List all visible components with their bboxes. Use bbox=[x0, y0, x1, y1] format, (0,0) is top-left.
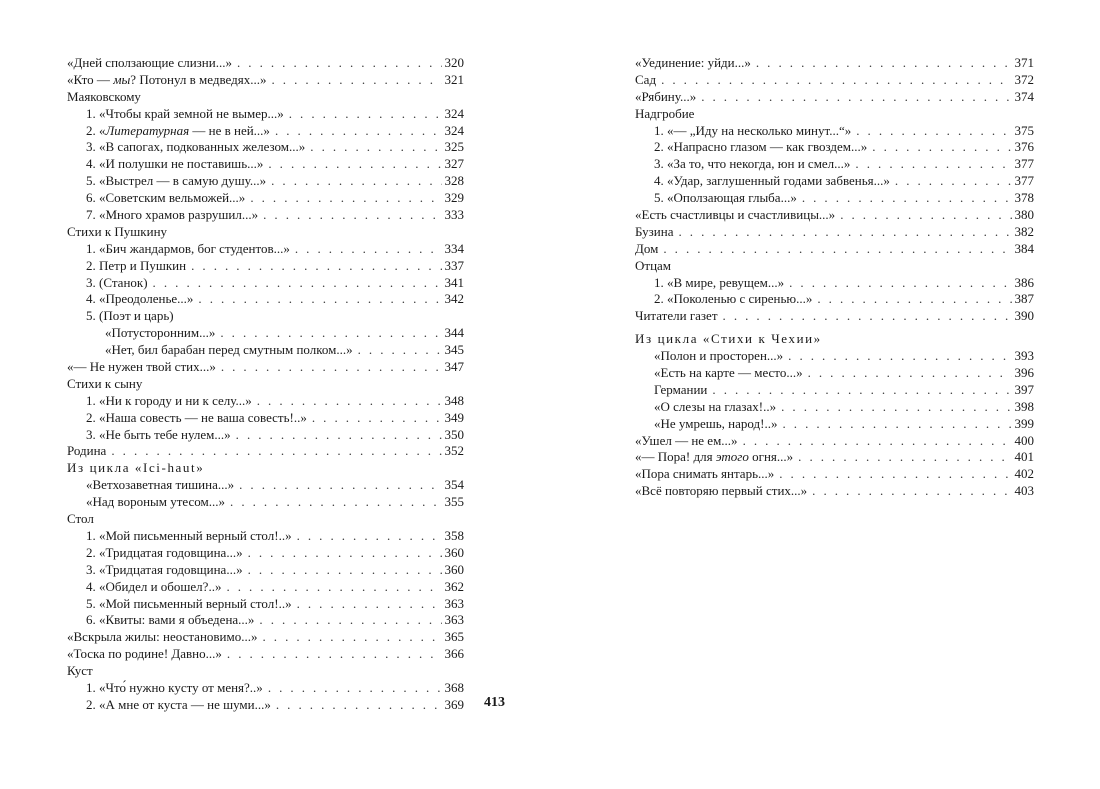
toc-entry-title: «Есть счастливцы и счастливицы...» bbox=[635, 207, 836, 223]
toc-entry-title: 6. «Советским вельможей...» bbox=[86, 190, 246, 206]
dot-leader bbox=[812, 483, 1011, 500]
section-heading: Стол bbox=[67, 511, 94, 527]
toc-entry-page: 325 bbox=[444, 139, 464, 155]
toc-entry-page: 374 bbox=[1014, 88, 1034, 104]
toc-entry bbox=[67, 393, 464, 410]
toc-entry-page: 360 bbox=[444, 561, 464, 577]
dot-leader bbox=[248, 545, 442, 562]
dot-leader bbox=[259, 612, 441, 629]
toc-entry-title: 3. «За то, что некогда, юн и смел...» bbox=[654, 156, 851, 172]
dot-leader bbox=[268, 156, 441, 173]
dot-leader bbox=[743, 433, 1012, 450]
toc-entry bbox=[67, 139, 464, 156]
toc-entry-page: 386 bbox=[1014, 274, 1034, 290]
toc-entry-page: 387 bbox=[1014, 291, 1034, 307]
toc-entry-page: 396 bbox=[1014, 365, 1034, 381]
toc-entry-page: 363 bbox=[444, 612, 464, 628]
dot-leader bbox=[817, 291, 1011, 308]
toc-entry-title: «— Пора! для этого огня...» bbox=[635, 449, 794, 465]
dot-leader bbox=[895, 173, 1012, 190]
toc-entry bbox=[67, 275, 464, 292]
toc-entry-page: 344 bbox=[444, 325, 464, 341]
toc-entry bbox=[635, 399, 1034, 416]
dot-leader bbox=[840, 207, 1011, 224]
toc-entry bbox=[67, 697, 464, 714]
dot-leader bbox=[788, 348, 1011, 365]
toc-entry-title: 2. «Литературная — не в ней...» bbox=[86, 122, 270, 138]
dot-leader bbox=[295, 241, 442, 258]
toc-entry-page: 337 bbox=[444, 257, 464, 273]
toc-entry bbox=[67, 410, 464, 427]
toc-entry-title: «— Не нужен твой стих...» bbox=[67, 359, 216, 375]
toc-entry-title: 4. «Преодоленье...» bbox=[86, 291, 194, 307]
toc-entry bbox=[67, 528, 464, 545]
page-number: 413 bbox=[484, 695, 505, 710]
toc-entry-title: 2. «А мне от куста — не шуми...» bbox=[86, 696, 271, 712]
toc-entry bbox=[67, 241, 464, 258]
toc-entry-page: 321 bbox=[444, 71, 464, 87]
toc-entry-title: 5. «Мой письменный верный стол!..» bbox=[86, 595, 292, 611]
toc-entry-title: Родина bbox=[67, 443, 107, 459]
toc-entry-page: 393 bbox=[1014, 348, 1034, 364]
toc-entry-page: 345 bbox=[444, 342, 464, 358]
toc-entry bbox=[635, 55, 1034, 72]
toc-right-column bbox=[635, 55, 1034, 500]
toc-left-column bbox=[67, 55, 464, 714]
toc-entry-page: 355 bbox=[444, 494, 464, 510]
toc-entry bbox=[67, 258, 464, 275]
toc-entry bbox=[635, 382, 1034, 399]
toc-entry bbox=[635, 190, 1034, 207]
toc-entry-title: 2. «Напрасно глазом — как гвоздем...» bbox=[654, 139, 868, 155]
toc-entry-page: 368 bbox=[444, 679, 464, 695]
toc-entry bbox=[67, 494, 464, 511]
toc-entry bbox=[635, 173, 1034, 190]
toc-entry bbox=[635, 156, 1034, 173]
toc-entry bbox=[67, 427, 464, 444]
toc-entry-title: «Ушел — не ем...» bbox=[635, 432, 738, 448]
toc-entry-title: «Над вороным утесом...» bbox=[86, 494, 226, 510]
toc-entry-title: 2. «Наша совесть — не ваша совесть!..» bbox=[86, 409, 307, 425]
dot-leader bbox=[789, 275, 1011, 292]
toc-entry-page: 402 bbox=[1014, 466, 1034, 482]
toc-entry bbox=[67, 173, 464, 190]
toc-entry-page: 369 bbox=[444, 696, 464, 712]
toc-entry-page: 401 bbox=[1014, 449, 1034, 465]
cycle-heading: Из цикла «Стихи к Чехии» bbox=[635, 331, 822, 347]
toc-entry-title: 3. «Не быть тебе нулем...» bbox=[86, 426, 231, 442]
dot-leader bbox=[781, 399, 1011, 416]
dot-leader bbox=[268, 680, 442, 697]
dot-leader bbox=[250, 190, 441, 207]
dot-leader bbox=[236, 427, 442, 444]
dot-leader bbox=[262, 629, 441, 646]
toc-entry bbox=[635, 72, 1034, 89]
dot-leader bbox=[230, 494, 441, 511]
section-heading: Надгробие bbox=[635, 105, 695, 121]
toc-entry-page: 341 bbox=[444, 274, 464, 290]
toc-entry-title: 4. «Удар, заглушенный годами забвенья...» bbox=[654, 173, 890, 189]
toc-entry-title: 6. «Квиты: вами я объедена...» bbox=[86, 612, 255, 628]
toc-entry bbox=[67, 545, 464, 562]
toc-entry-page: 384 bbox=[1014, 240, 1034, 256]
section-heading: Стихи к сыну bbox=[67, 375, 143, 391]
toc-entry-title: «Есть на карте — место...» bbox=[654, 365, 803, 381]
dot-leader bbox=[271, 173, 441, 190]
toc-entry bbox=[67, 55, 464, 72]
toc-entry-page: 403 bbox=[1014, 483, 1034, 499]
toc-entry bbox=[635, 466, 1034, 483]
toc-entry-title: 2. «Тридцатая годовщина...» bbox=[86, 544, 243, 560]
dot-leader bbox=[221, 359, 442, 376]
toc-entry-page: 354 bbox=[444, 477, 464, 493]
toc-entry bbox=[635, 483, 1034, 500]
toc-entry bbox=[67, 156, 464, 173]
toc-entry-title: «Рябину...» bbox=[635, 88, 697, 104]
toc-entry-page: 324 bbox=[444, 122, 464, 138]
dot-leader bbox=[856, 123, 1011, 140]
toc-entry bbox=[67, 291, 464, 308]
toc-entry bbox=[67, 443, 464, 460]
dot-leader bbox=[798, 449, 1011, 466]
toc-entry-page: 380 bbox=[1014, 207, 1034, 223]
dot-leader bbox=[712, 382, 1011, 399]
toc-entry bbox=[635, 275, 1034, 292]
toc-entry-page: 349 bbox=[444, 409, 464, 425]
toc-entry bbox=[67, 596, 464, 613]
toc-entry bbox=[635, 365, 1034, 382]
dot-leader bbox=[782, 416, 1011, 433]
toc-entry bbox=[67, 342, 464, 359]
dot-leader bbox=[297, 596, 442, 613]
toc-entry bbox=[635, 308, 1034, 325]
toc-entry-page: 329 bbox=[444, 190, 464, 206]
dot-leader bbox=[723, 308, 1012, 325]
toc-entry-title: 7. «Много храмов разрушил...» bbox=[86, 207, 259, 223]
toc-entry-page: 365 bbox=[444, 629, 464, 645]
toc-entry bbox=[67, 325, 464, 342]
dot-leader bbox=[756, 55, 1012, 72]
toc-entry bbox=[635, 291, 1034, 308]
toc-entry bbox=[635, 241, 1034, 258]
toc-entry-page: 382 bbox=[1014, 223, 1034, 239]
toc-entry bbox=[635, 89, 1034, 106]
toc-entry-title: 3. «Тридцатая годовщина...» bbox=[86, 561, 243, 577]
dot-leader bbox=[310, 139, 441, 156]
section-heading: Стихи к Пушкину bbox=[67, 223, 168, 239]
toc-entry-page: 347 bbox=[444, 359, 464, 375]
toc-entry-page: 372 bbox=[1014, 71, 1034, 87]
toc-entry-title: «Кто — мы? Потонул в медведях...» bbox=[67, 71, 267, 87]
toc-entry-page: 390 bbox=[1014, 308, 1034, 324]
toc-entry bbox=[67, 646, 464, 663]
toc-entry bbox=[67, 562, 464, 579]
toc-entry bbox=[67, 72, 464, 89]
toc-entry-title: 1. «Чтобы край земной не вымер...» bbox=[86, 105, 284, 121]
toc-entry-title: 1. «Бич жандармов, бог студентов...» bbox=[86, 240, 290, 256]
toc-entry-page: 360 bbox=[444, 544, 464, 560]
toc-entry-page: 377 bbox=[1014, 156, 1034, 172]
dot-leader bbox=[220, 325, 441, 342]
toc-entry bbox=[67, 477, 464, 494]
toc-entry-title: 4. «Обидел и обошел?..» bbox=[86, 578, 222, 594]
toc-entry-title: «Дней сползающие слизни...» bbox=[67, 55, 232, 70]
toc-entry-page: 377 bbox=[1014, 173, 1034, 189]
toc-entry-page: 324 bbox=[444, 105, 464, 121]
toc-entry-title: 1. «Ни к городу и ни к селу...» bbox=[86, 392, 252, 408]
dot-leader bbox=[191, 258, 441, 275]
toc-entry bbox=[635, 224, 1034, 241]
dot-leader bbox=[855, 156, 1011, 173]
toc-entry bbox=[635, 139, 1034, 156]
toc-entry bbox=[67, 190, 464, 207]
toc-entry-page: 366 bbox=[444, 646, 464, 662]
dot-leader bbox=[663, 241, 1011, 258]
toc-entry-title: «Нет, бил барабан перед смутным полком...» bbox=[105, 342, 353, 358]
dot-leader bbox=[239, 477, 441, 494]
dot-leader bbox=[227, 646, 442, 663]
dot-leader bbox=[701, 89, 1011, 106]
toc-entry bbox=[635, 207, 1034, 224]
dot-leader bbox=[198, 291, 441, 308]
dot-leader bbox=[153, 275, 442, 292]
toc-entry-page: 378 bbox=[1014, 190, 1034, 206]
toc-entry bbox=[67, 359, 464, 376]
dot-leader bbox=[872, 139, 1011, 156]
toc-entry-title: «О слезы на глазах!..» bbox=[654, 398, 777, 414]
toc-entry-title: 5. «Выстрел — в самую душу...» bbox=[86, 173, 267, 189]
section-heading: Маяковскому bbox=[67, 88, 141, 104]
toc-entry-page: 327 bbox=[444, 156, 464, 172]
toc-entry bbox=[67, 612, 464, 629]
section-heading: Куст bbox=[67, 663, 93, 679]
dot-leader bbox=[272, 72, 442, 89]
toc-entry-page: 333 bbox=[444, 207, 464, 223]
dot-leader bbox=[276, 697, 442, 714]
toc-entry-title: «Уединение: уйди...» bbox=[635, 55, 751, 70]
toc-entry-page: 352 bbox=[444, 443, 464, 459]
dot-leader bbox=[802, 190, 1012, 207]
section-heading: 5. (Поэт и царь) bbox=[86, 308, 174, 324]
toc-entry-page: 358 bbox=[444, 527, 464, 543]
toc-entry-title: Сад bbox=[635, 71, 657, 87]
dot-leader bbox=[226, 579, 441, 596]
toc-entry-page: 397 bbox=[1014, 381, 1034, 397]
toc-entry-title: «Вскрыла жилы: неостановимо...» bbox=[67, 629, 258, 645]
toc-entry-title: 3. (Станок) bbox=[86, 274, 148, 290]
toc-entry-title: Бузина bbox=[635, 223, 674, 239]
toc-entry-title: Читатели газет bbox=[635, 308, 718, 324]
toc-entry-page: 371 bbox=[1014, 55, 1034, 70]
toc-entry-page: 342 bbox=[444, 291, 464, 307]
toc-entry-title: 2. Петр и Пушкин bbox=[86, 257, 187, 273]
toc-entry-page: 328 bbox=[444, 173, 464, 189]
toc-entry bbox=[635, 449, 1034, 466]
section-heading: Отцам bbox=[635, 257, 672, 273]
toc-entry bbox=[67, 106, 464, 123]
toc-entry-title: 1. «Что́ нужно кусту от меня?..» bbox=[86, 679, 263, 695]
toc-entry bbox=[635, 416, 1034, 433]
toc-entry-page: 400 bbox=[1014, 432, 1034, 448]
toc-entry-title: «Тоска по родине! Давно...» bbox=[67, 646, 222, 662]
toc-entry bbox=[67, 123, 464, 140]
dot-leader bbox=[237, 55, 442, 72]
toc-entry-title: 4. «И полушки не поставишь...» bbox=[86, 156, 264, 172]
dot-leader bbox=[808, 365, 1012, 382]
toc-entry-page: 348 bbox=[444, 392, 464, 408]
toc-entry bbox=[67, 629, 464, 646]
dot-leader bbox=[289, 106, 442, 123]
toc-entry-page: 350 bbox=[444, 426, 464, 442]
dot-leader bbox=[312, 410, 442, 427]
toc-entry-title: 1. «— „Иду на несколько минут...“» bbox=[654, 122, 852, 138]
toc-entry-page: 375 bbox=[1014, 122, 1034, 138]
dot-leader bbox=[257, 393, 442, 410]
dot-leader bbox=[661, 72, 1011, 89]
dot-leader bbox=[275, 123, 442, 140]
toc-entry bbox=[67, 207, 464, 224]
toc-entry-page: 362 bbox=[444, 578, 464, 594]
dot-leader bbox=[248, 562, 442, 579]
toc-entry-title: «Полон и просторен...» bbox=[654, 348, 784, 364]
toc-entry bbox=[635, 348, 1034, 365]
toc-entry bbox=[635, 123, 1034, 140]
toc-entry-title: 2. «Поколенью с сиренью...» bbox=[654, 291, 813, 307]
toc-entry-title: 1. «В мире, ревущем...» bbox=[654, 274, 785, 290]
dot-leader bbox=[358, 342, 442, 359]
toc-entry-title: «Всё повторяю первый стих...» bbox=[635, 483, 808, 499]
toc-entry-title: «Не умрешь, народ!..» bbox=[654, 415, 778, 431]
toc-entry-page: 320 bbox=[444, 55, 464, 70]
toc-entry-title: 1. «Мой письменный верный стол!..» bbox=[86, 527, 292, 543]
toc-entry-title: 3. «В сапогах, подкованных железом...» bbox=[86, 139, 306, 155]
toc-entry-title: «Потусторонним...» bbox=[105, 325, 216, 341]
dot-leader bbox=[779, 466, 1011, 483]
toc-entry-title: «Пора снимать янтарь...» bbox=[635, 466, 775, 482]
toc-entry-page: 398 bbox=[1014, 398, 1034, 414]
toc-entry-title: «Ветхозаветная тишина...» bbox=[86, 477, 235, 493]
dot-leader bbox=[111, 443, 441, 460]
toc-entry-page: 334 bbox=[444, 240, 464, 256]
dot-leader bbox=[678, 224, 1011, 241]
dot-leader bbox=[263, 207, 441, 224]
toc-entry-title: 5. «Оползающая глыба...» bbox=[654, 190, 797, 206]
toc-entry-title: Дом bbox=[635, 240, 659, 256]
cycle-heading: Из цикла «Ici-haut» bbox=[67, 460, 205, 476]
dot-leader bbox=[297, 528, 442, 545]
toc-entry-page: 376 bbox=[1014, 139, 1034, 155]
toc-entry-page: 399 bbox=[1014, 415, 1034, 431]
toc-entry bbox=[635, 433, 1034, 450]
toc-entry bbox=[67, 680, 464, 697]
toc-entry-title: Германии bbox=[654, 381, 708, 397]
toc-entry-page: 363 bbox=[444, 595, 464, 611]
toc-entry bbox=[67, 579, 464, 596]
